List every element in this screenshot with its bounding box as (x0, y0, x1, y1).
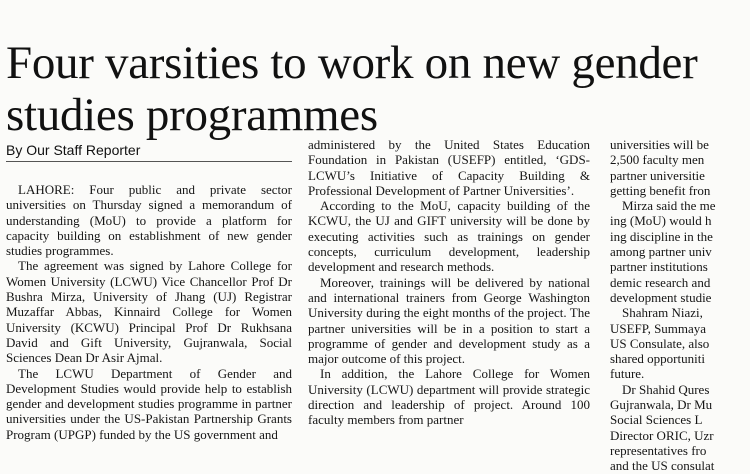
headline-text: Four varsities to work on new gender studies programmes (6, 37, 698, 142)
text-line: USEFP, Summaya (610, 320, 707, 336)
byline: By Our Staff Reporter (6, 141, 292, 162)
text-line: Dr Shahid Qures (622, 381, 710, 397)
paragraph: The agreement was signed by Lahore College for Women University (LCWU) Vice Chancellor Prof Dr Bushra Mirza, University of Jhang (UJ) Registrar Muzaffar Abbas, Kinnaird College for Women University (KCWU) Principal Prof Dr Rukhsana David and Gift University, Gujranwala, Social Sciences Dean Dr Asir Ajmal. (6, 258, 292, 366)
text-line: Social Sciences L (610, 412, 703, 428)
article-column-2 (308, 137, 590, 465)
text-line: ing discipline in the (610, 228, 713, 244)
paragraph: The LCWU Department of Gender and Development Studies would provide help to establish gender and development studies programme in partner universities under the US-Pakistan Partnership Grants Program (UPGP) funded by the US government and (6, 365, 292, 442)
text-line: partner institutions (610, 259, 708, 275)
text-line: Mirza said the me (622, 198, 716, 214)
text-line: US Consulate, also (610, 335, 710, 351)
paragraph: LAHORE: Four public and private sector universities on Thursday signed a memorandum of understanding (MoU) to provide a platform for capacity building on establishment of new gender studies programmes. (6, 182, 292, 259)
paragraph: Moreover, trainings will be delivered by national and international trainers from George Washington University during the eight months of the project. The partner universities will be in a position to start a programme of gender and development study as a major outcome of this project. (308, 274, 590, 367)
text-line: development studie (610, 289, 712, 305)
paragraph: In addition, the Lahore College for Women University (LCWU) department will provide strategic direction and leadership of project. Around 100 faculty members from partner (308, 366, 590, 428)
text-line: partner universitie (610, 167, 705, 183)
text-line: 2,500 faculty men (610, 152, 705, 168)
text-line: Gujranwala, Dr Mu (610, 397, 713, 413)
article-column-3 (610, 137, 750, 474)
text-line: Director ORIC, Uzr (610, 427, 714, 443)
headline (6, 37, 729, 141)
paragraph: administered by the United States Education Foundation in Pakistan (USEFP) entitled, ‘GDS-LCWU’s Initiative of Capacity Building & Professional Development of Partner Universities’. (308, 137, 590, 198)
text-line: and the US consulat (610, 458, 715, 474)
text-line: universities will be (610, 137, 709, 152)
text-line: shared opportuniti (610, 351, 705, 367)
article-column-1 (6, 182, 292, 465)
text-line: getting benefit fron (610, 182, 711, 198)
text-line: ing (MoU) would h (610, 213, 712, 229)
text-line: Shahram Niazi, (622, 305, 703, 321)
text-line: among partner univ (610, 244, 712, 260)
text-line: future. (610, 366, 645, 382)
text-line: representatives fro (610, 442, 707, 458)
paragraph: According to the MoU, capacity building of the KCWU, the UJ and GIFT university will be done by executing activities such as trainings on gender concepts, curriculum development, leadership development and research methods. (308, 198, 590, 275)
text-line: demic research and (610, 274, 711, 290)
